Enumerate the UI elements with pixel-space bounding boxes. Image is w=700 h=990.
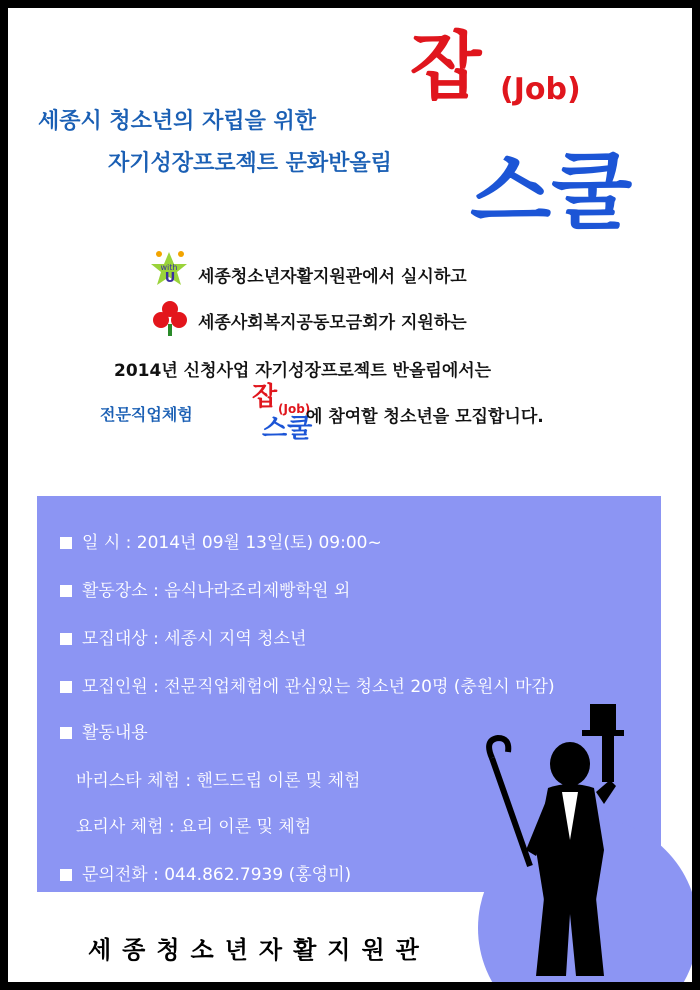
bullet-icon [60, 585, 72, 597]
small-title-jab: 잡 [252, 382, 278, 412]
with-u-logo-icon [148, 248, 190, 290]
subtitle-line2: 자기성장프로젝트 문화반올림 [108, 151, 392, 176]
detail-content-item2: 요리사 체험 : 요리 이론 및 체험 [76, 817, 312, 837]
intro-line3: 2014년 신청사업 자기성장프로젝트 반올림에서는 [114, 361, 492, 381]
detail-content-item1: 바리스타 체험 : 핸드드립 이론 및 체험 [76, 771, 361, 791]
bullet-icon [60, 537, 72, 549]
footer-organization: 세종청소년자활지원관 [88, 936, 430, 964]
intro-line1: 세종청소년자활지원관에서 실시하고 [198, 267, 467, 287]
detail-contact: 문의전화 : 044.862.7939 (홍영미) [60, 860, 351, 885]
detail-date: 일 시 : 2014년 09월 13일(토) 09:00~ [60, 528, 382, 553]
subtitle-line1: 세종시 청소년의 자립을 위한 [38, 109, 317, 134]
bullet-icon [60, 727, 72, 739]
bullet-icon [60, 869, 72, 881]
detail-target: 모집대상 : 세종시 지역 청소년 [60, 624, 306, 649]
detail-place: 활동장소 : 음식나라조리제빵학원 외 [60, 576, 350, 601]
intro-line4-suffix: 에 참여할 청소년을 모집합니다. [306, 407, 544, 427]
detail-capacity: 모집인원 : 전문직업체험에 관심있는 청소년 20명 (충원시 마감) [60, 672, 555, 697]
small-title-job: (Job) [278, 402, 311, 416]
bullet-icon [60, 633, 72, 645]
svg-text:U: U [164, 271, 176, 286]
bullet-icon [60, 681, 72, 693]
title-jab: 잡 [410, 24, 482, 110]
title-school: 스쿨 [470, 143, 633, 241]
fruit-logo-icon [150, 298, 190, 338]
intro-line4-prefix: 전문직업체험 [100, 405, 193, 424]
svg-text:with: with [160, 263, 178, 272]
detail-content-heading: 활동내용 [60, 718, 148, 743]
performer-illustration [470, 700, 692, 982]
small-title-school: 스쿨 [262, 414, 313, 444]
intro-line2: 세종사회복지공동모금회가 지원하는 [198, 313, 467, 333]
title-job: (Job) [500, 72, 581, 107]
